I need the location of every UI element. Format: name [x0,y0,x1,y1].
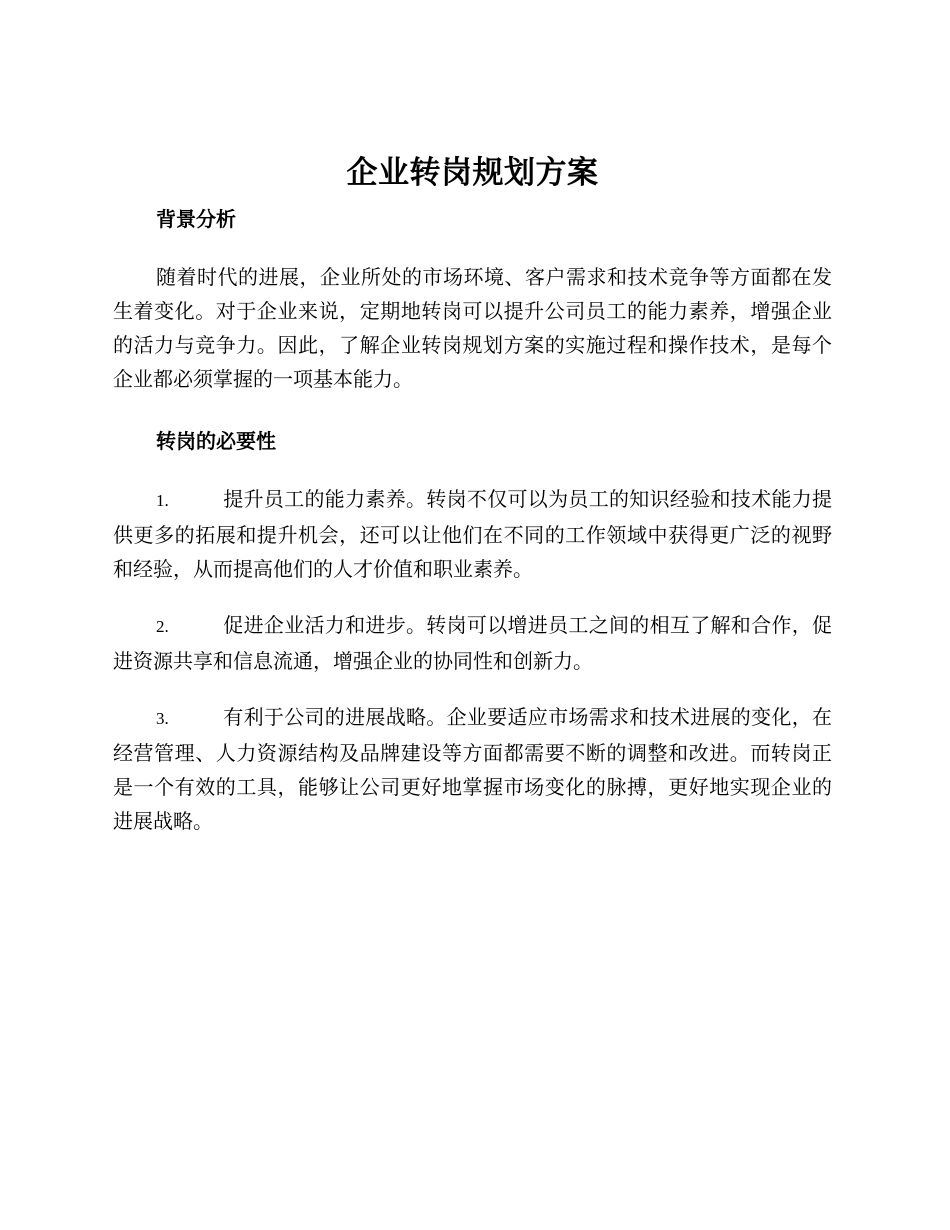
list-item-number: 1. [156,491,169,510]
background-paragraph: 随着时代的进展，企业所处的市场环境、客户需求和技术竞争等方面都在发生着变化。对于企业来说，定期地转岗可以提升公司员工的能力素养，增强企业的活力与竞争力。因此，了解企业转岗规划方案的实施过程和操作技术，是每个企业都必须掌握的一项基本能力。 [113,265,832,391]
list-item-text: 促进企业活力和进步。转岗可以增进员工之间的相互了解和合作，促进资源共享和信息流通，增强企业的协同性和创新力。 [113,613,832,673]
list-item-number: 2. [156,617,169,636]
document-title: 企业转岗规划方案 [346,155,599,191]
list-item [113,700,832,838]
necessity-list [113,482,832,838]
list-item [113,608,832,678]
list-item [113,482,832,586]
section-heading-background: 背景分析 [156,207,236,231]
section-heading-necessity: 转岗的必要性 [156,429,276,453]
list-item-text: 有利于公司的进展战略。企业要适应市场需求和技术进展的变化，在经营管理、人力资源结构及品牌建设等方面都需要不断的调整和改进。而转岗正是一个有效的工具，能够让公司更好地掌握市场变化的脉搏，更好地实现企业的进展战略。 [113,705,832,833]
list-item-number: 3. [156,709,169,728]
list-item-text: 提升员工的能力素养。转岗不仅可以为员工的知识经验和技术能力提供更多的拓展和提升机会，还可以让他们在不同的工作领域中获得更广泛的视野和经验，从而提高他们的人才价值和职业素养。 [113,487,832,581]
